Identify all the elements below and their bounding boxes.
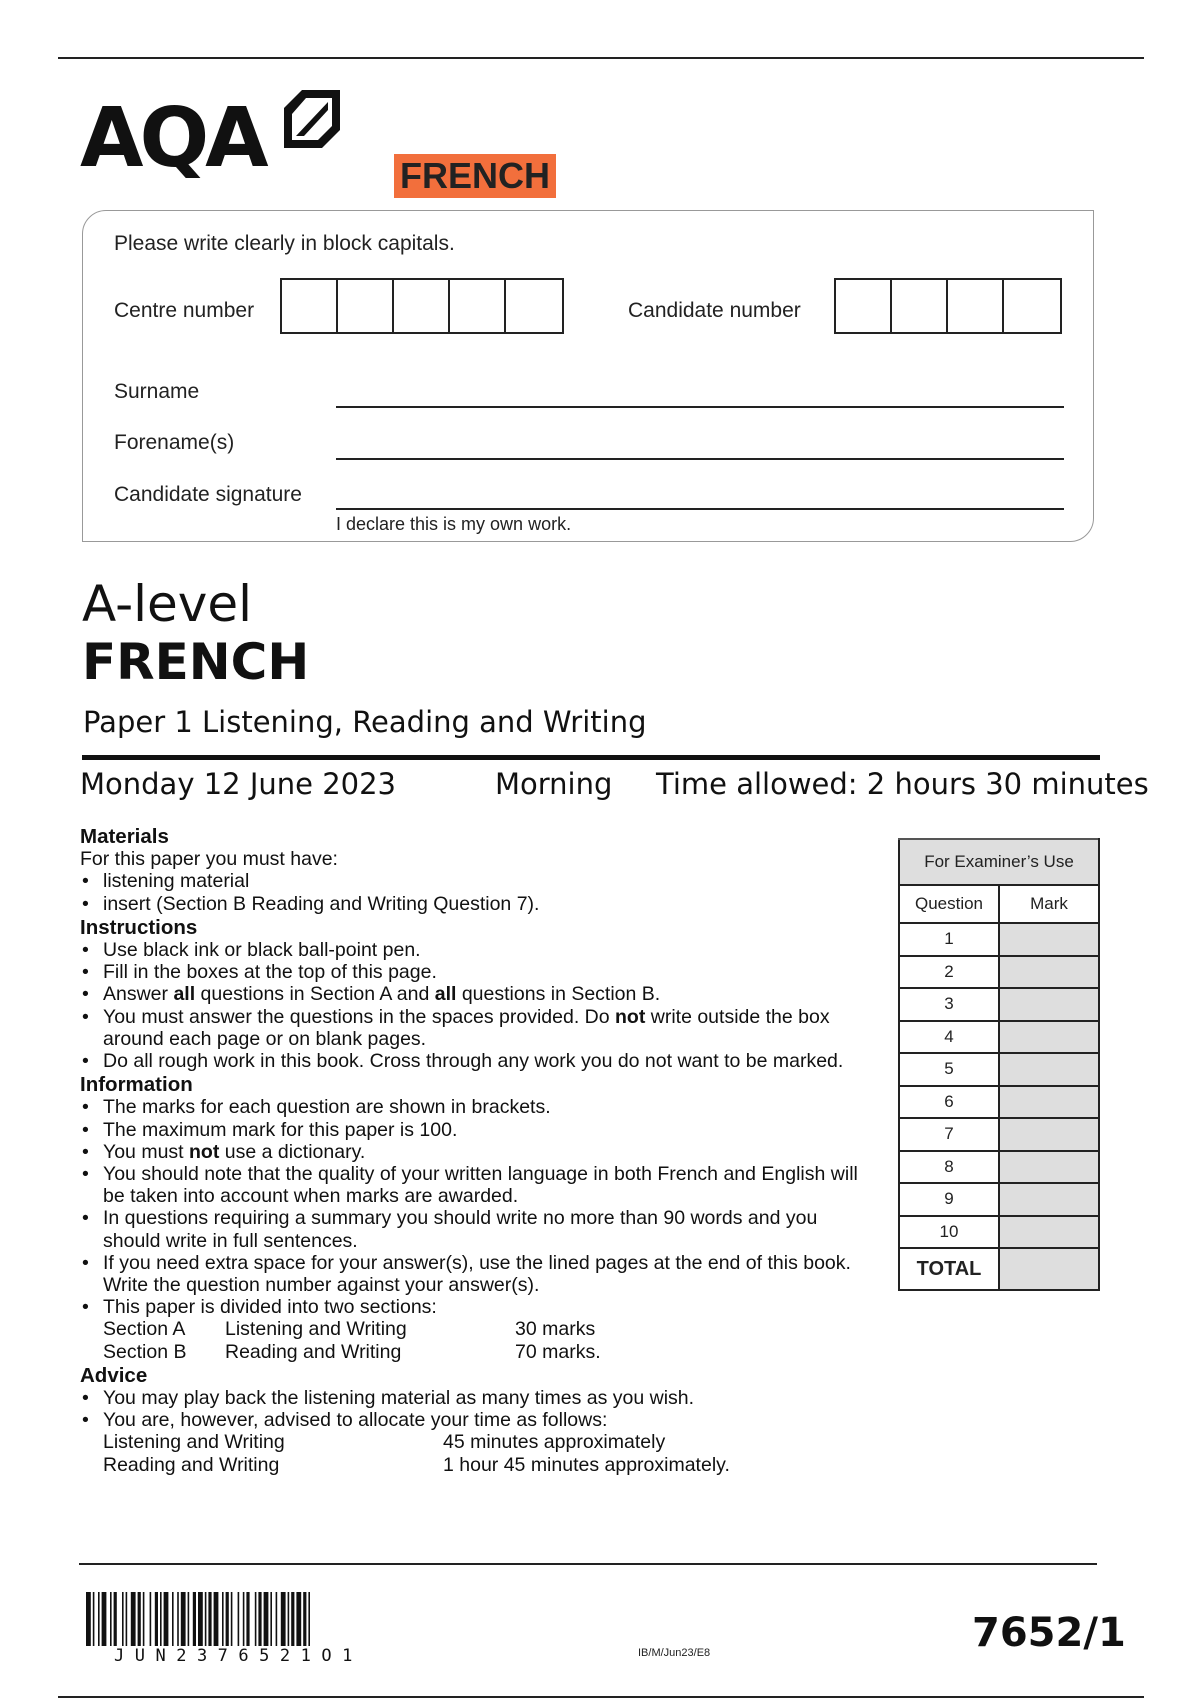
barcode-bar [93, 1592, 95, 1646]
centre-number-box[interactable] [506, 280, 562, 332]
centre-number-box[interactable] [282, 280, 338, 332]
time-allowed: Time allowed: 2 hours 30 minutes [656, 767, 1149, 801]
list-item: • You must not use a dictionary. [80, 1141, 870, 1163]
barcode-bar [86, 1592, 91, 1646]
list-item: • If you need extra space for your answer(s), use the lined pages at the end of this book. Write the question number against your answer(s). [80, 1252, 870, 1296]
barcode-bar [122, 1592, 124, 1646]
mark-column-header: Mark [999, 885, 1099, 923]
list-item: • listening material [80, 870, 870, 892]
mark-cell [999, 956, 1099, 989]
barcode-bar [231, 1592, 233, 1646]
barcode-bar [143, 1592, 145, 1646]
list-item: • You are, however, advised to allocate your time as follows: [80, 1409, 870, 1431]
mark-cell [999, 1183, 1099, 1216]
table-row: 10 [899, 1216, 1099, 1249]
reference-code: IB/M/Jun23/E8 [638, 1647, 711, 1659]
mark-cell [999, 988, 1099, 1021]
barcode-bar [243, 1592, 245, 1646]
top-rule [58, 57, 1144, 59]
paper-code: 7652/1 [972, 1610, 1126, 1656]
mark-cell [999, 1151, 1099, 1184]
barcode-bar [308, 1592, 310, 1646]
list-item: • Use black ink or black ball-point pen. [80, 939, 870, 961]
mark-cell [999, 1053, 1099, 1086]
list-item: • You should note that the quality of your written language in both French and English will be taken into account when marks are awarded. [80, 1163, 870, 1207]
list-item: • You may play back the listening material as many times as you wish. [80, 1387, 870, 1409]
mark-cell [999, 1118, 1099, 1151]
table-row: 8 [899, 1151, 1099, 1184]
mark-cell [999, 923, 1099, 956]
examiners-use-title: For Examiner’s Use [899, 839, 1099, 885]
list-item: • This paper is divided into two sections: [80, 1296, 870, 1318]
barcode-bar [177, 1592, 179, 1646]
candidate-number-box[interactable] [836, 280, 892, 332]
list-item: • Do all rough work in this book. Cross through any work you do not want to be marked. [80, 1050, 870, 1072]
table-row: 3 [899, 988, 1099, 1021]
forenames-line[interactable] [336, 458, 1064, 460]
title-rule [82, 755, 1100, 760]
allocation-row: Reading and Writing 1 hour 45 minutes approximately. [103, 1453, 730, 1476]
candidate-number-box[interactable] [1004, 280, 1060, 332]
barcode-bar [303, 1592, 306, 1646]
list-item: • insert (Section B Reading and Writing Question 7). [80, 893, 870, 915]
allocation-row: Listening and Writing 45 minutes approximately [103, 1431, 666, 1454]
barcode-bar [181, 1592, 186, 1646]
signature-label: Candidate signature [114, 483, 302, 506]
barcode-bar [138, 1592, 141, 1646]
list-item: • The maximum mark for this paper is 100. [80, 1119, 870, 1141]
barcode-bar [205, 1592, 207, 1646]
signature-line[interactable] [336, 508, 1064, 510]
candidate-number-box[interactable] [892, 280, 948, 332]
barcode-bar [150, 1592, 152, 1646]
mark-cell [999, 1021, 1099, 1054]
materials-intro: For this paper you must have: [80, 848, 338, 871]
barcode-bar [131, 1592, 136, 1646]
barcode-digits: JUN2376521O1 [114, 1646, 363, 1666]
barcode-bar [172, 1592, 174, 1646]
list-item: • Fill in the boxes at the top of this page. [80, 961, 870, 983]
mark-cell [999, 1216, 1099, 1249]
materials-list [80, 870, 870, 914]
bottom-rule [58, 1696, 1144, 1698]
centre-number-box[interactable] [450, 280, 506, 332]
barcode-bar [208, 1592, 211, 1646]
centre-number-box[interactable] [394, 280, 450, 332]
examiners-use-table [898, 838, 1100, 1291]
barcode-bar [296, 1592, 301, 1646]
subject-title: FRENCH [82, 633, 310, 691]
barcode-bar [246, 1592, 249, 1646]
instructions-list [80, 939, 870, 1072]
barcode-bar [188, 1592, 190, 1646]
surname-line[interactable] [336, 406, 1064, 408]
centre-number-box[interactable] [338, 280, 394, 332]
paper-title: Paper 1 Listening, Reading and Writing [83, 705, 647, 739]
instructions-heading: Instructions [80, 915, 198, 939]
barcode-bar [222, 1592, 224, 1646]
barcode-bar [155, 1592, 158, 1646]
qualification-level: A-level [82, 575, 253, 633]
barcode-bar [238, 1592, 240, 1646]
barcode-bar [193, 1592, 196, 1646]
total-mark-cell [999, 1248, 1099, 1290]
question-column-header: Question [899, 885, 999, 923]
aqa-logo: AQA [80, 91, 265, 186]
barcode-bar [255, 1592, 257, 1646]
forenames-label: Forename(s) [114, 431, 235, 454]
table-row: 9 [899, 1183, 1099, 1216]
aqa-logo-mark-icon [284, 90, 340, 148]
centre-number-label: Centre number [114, 299, 255, 322]
candidate-number-label: Candidate number [628, 299, 801, 322]
table-row: 1 [899, 923, 1099, 956]
barcode-bar [160, 1592, 162, 1646]
barcode-bar [276, 1592, 278, 1646]
table-row: 5 [899, 1053, 1099, 1086]
declaration-text: I declare this is my own work. [336, 514, 572, 534]
barcode-bar [288, 1592, 290, 1646]
materials-heading: Materials [80, 825, 169, 848]
mark-cell [999, 1086, 1099, 1119]
barcode-bar [110, 1592, 112, 1646]
barcode-bar [102, 1592, 107, 1646]
information-heading: Information [80, 1073, 193, 1097]
barcode-bar [126, 1592, 128, 1646]
total-label: TOTAL [899, 1248, 999, 1290]
barcode-bar [114, 1592, 117, 1646]
exam-session: Morning [495, 767, 613, 801]
list-item: • Answer all questions in Section A and all questions in Section B. [80, 983, 870, 1005]
exam-date: Monday 12 June 2023 [80, 767, 396, 801]
table-row: 6 [899, 1086, 1099, 1119]
advice-list [80, 1387, 870, 1431]
information-list [80, 1096, 870, 1318]
section-b-row: Section B Reading and Writing 70 marks. [103, 1340, 601, 1363]
table-row: 4 [899, 1021, 1099, 1054]
block-capitals-instruction: Please write clearly in block capitals. [114, 232, 455, 255]
candidate-number-box[interactable] [948, 280, 1004, 332]
barcode-bar [214, 1592, 219, 1646]
barcode-bar [264, 1592, 269, 1646]
centre-number-field[interactable] [280, 278, 564, 334]
barcode [86, 1592, 470, 1646]
barcode-bar [198, 1592, 203, 1646]
surname-label: Surname [114, 380, 200, 403]
barcode-bar [164, 1592, 169, 1646]
footer-rule [79, 1563, 1097, 1565]
barcode-bar [98, 1592, 100, 1646]
barcode-bar [281, 1592, 286, 1646]
table-row: 2 [899, 956, 1099, 989]
list-item: • In questions requiring a summary you should write no more than 90 words and you should write in full sentences. [80, 1207, 870, 1251]
barcode-bar [258, 1592, 261, 1646]
total-row [899, 1248, 1099, 1290]
rubric [80, 826, 870, 1476]
section-a-row: Section A Listening and Writing 30 marks [103, 1318, 596, 1341]
table-row: 7 [899, 1118, 1099, 1151]
barcode-bar [226, 1592, 229, 1646]
list-item: • You must answer the questions in the spaces provided. Do not write outside the box around each page or on blank pages. [80, 1006, 870, 1050]
candidate-number-field[interactable] [834, 278, 1062, 334]
list-item: • The marks for each question are shown in brackets. [80, 1096, 870, 1118]
barcode-bar [291, 1592, 294, 1646]
subject-tag: FRENCH [394, 154, 556, 198]
advice-heading: Advice [80, 1363, 148, 1387]
barcode-bar [270, 1592, 272, 1646]
